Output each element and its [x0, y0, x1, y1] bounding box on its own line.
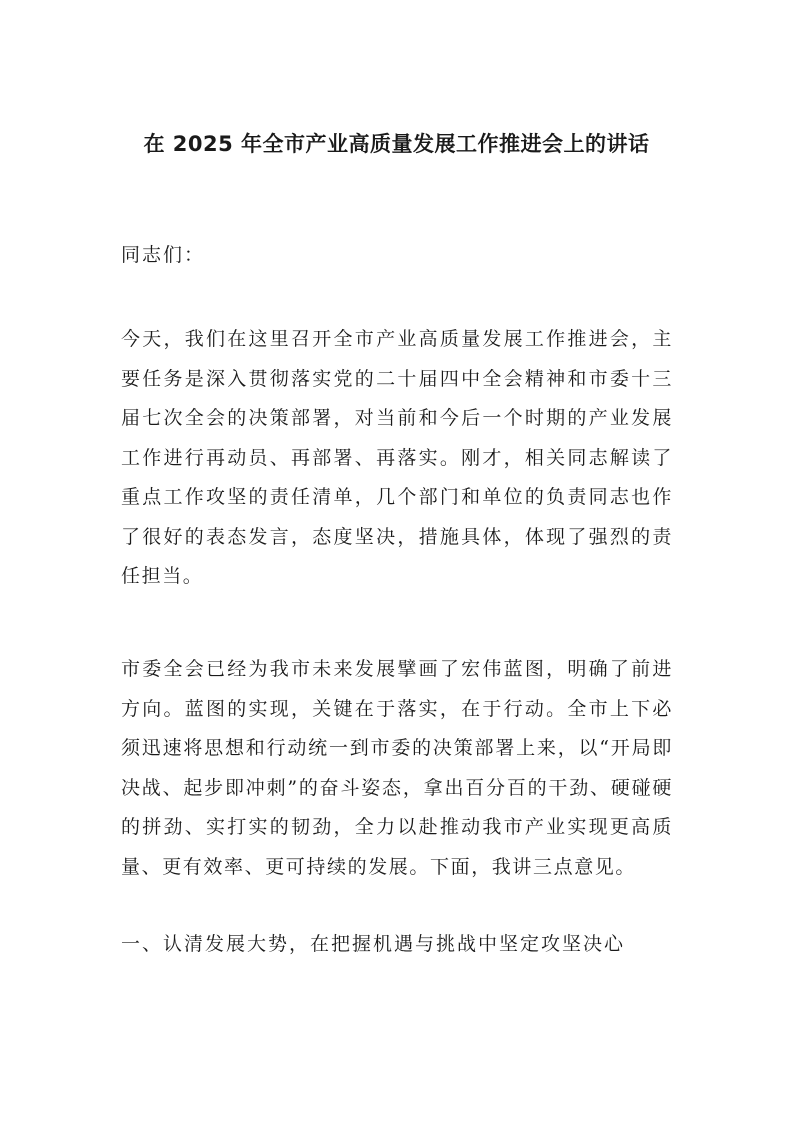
salutation: 同志们：	[121, 244, 206, 266]
paragraph-direction: 市委全会已经为我市未来发展擘画了宏伟蓝图，明确了前进方向。蓝图的实现，关键在于落实，在于行动。全市上下必须迅速将思想和行动统一到市委的决策部署上来，以“开局即决战、起步即冲刺”的奋斗姿态，拿出百分百的干劲、硬碰硬的拼劲、实打实的韧劲，全力以赴推动我市产业实现更高质量、更有效率、更可持续的发展。下面，我讲三点意见。	[121, 658, 673, 878]
section-heading-1: 一、认清发展大势，在把握机遇与挑战中坚定攻坚决心	[121, 933, 626, 955]
paragraph-opening: 今天，我们在这里召开全市产业高质量发展工作推进会，主要任务是深入贯彻落实党的二十届四中全会精神和市委十三届七次全会的决策部署，对当前和今后一个时期的产业发展工作进行再动员、再部署、再落实。刚才，相关同志解读了重点工作攻坚的责任清单，几个部门和单位的负责同志也作了很好的表态发言，态度坚决，措施具体，体现了强烈的责任担当。	[121, 328, 673, 587]
document-title: 在 2025 年全市产业高质量发展工作推进会上的讲话	[143, 132, 650, 156]
